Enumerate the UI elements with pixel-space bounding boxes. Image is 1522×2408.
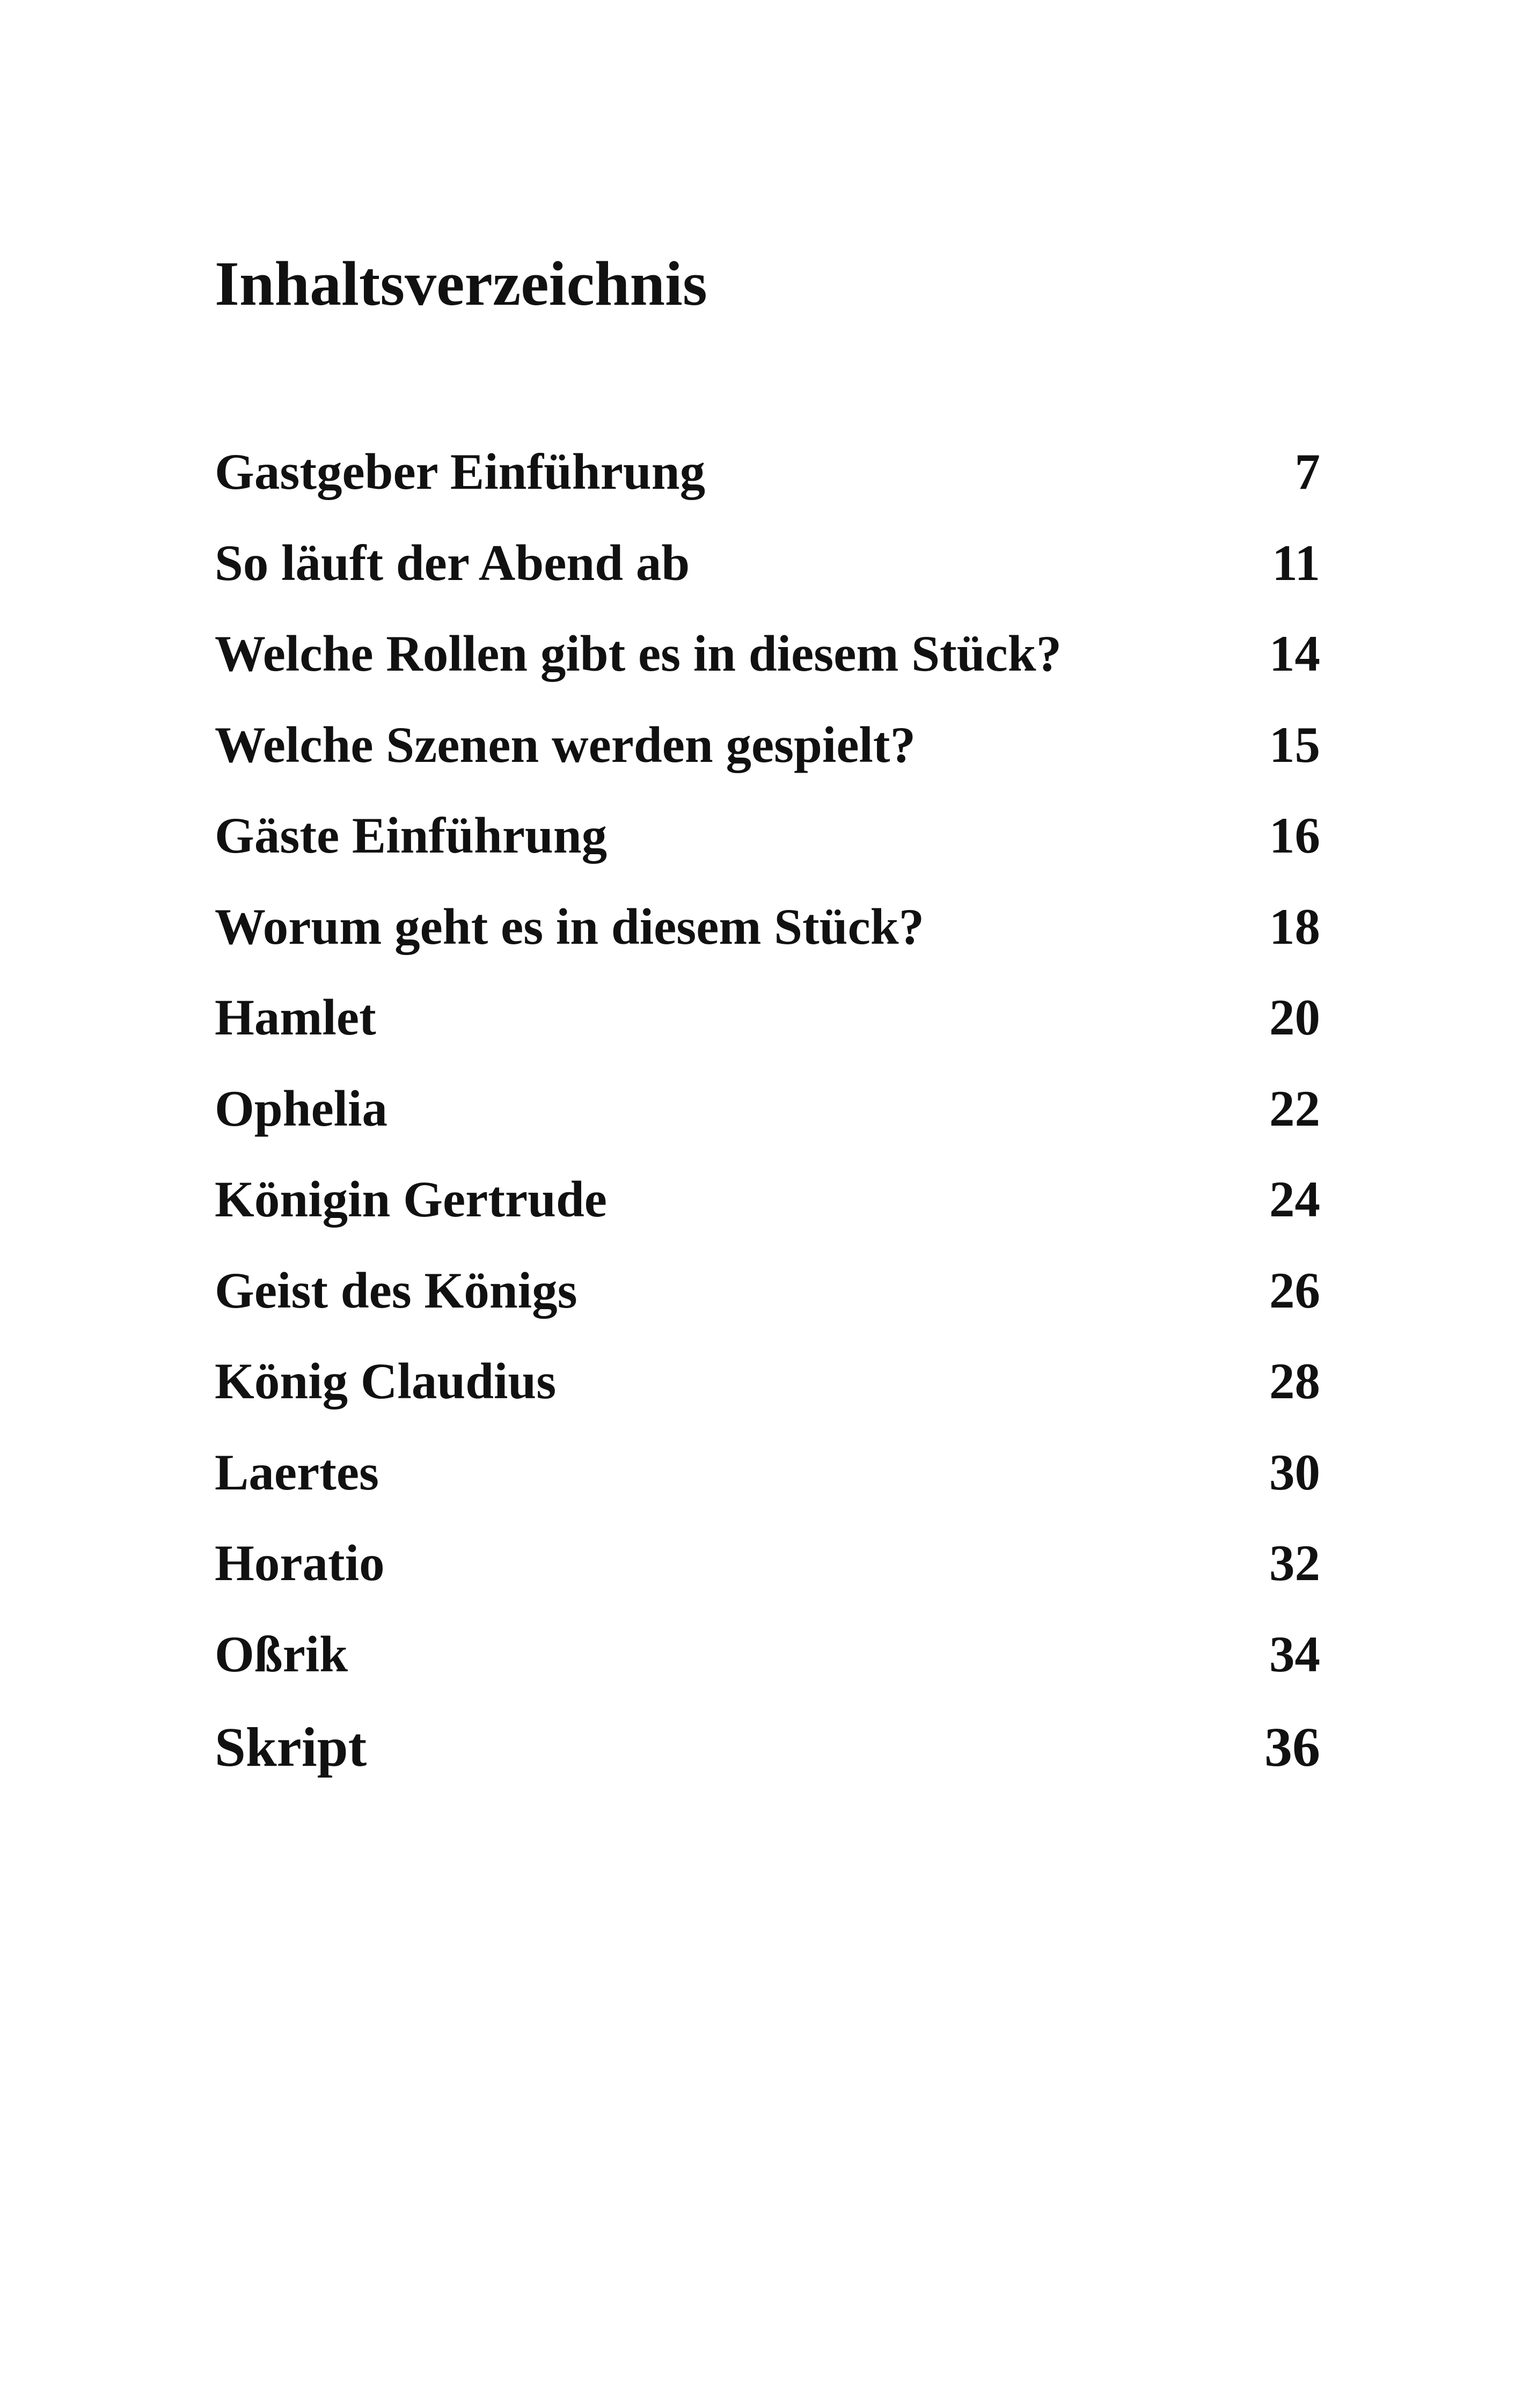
- toc-entry: [215, 1716, 1320, 1811]
- toc-entry-label: Horatio: [215, 1535, 385, 1591]
- toc-entry-page-number: 14: [1269, 625, 1320, 682]
- toc-entry: [215, 898, 1320, 993]
- toc-entry: [215, 443, 1320, 538]
- toc-entry-label: Welche Szenen werden gespielt?: [215, 716, 916, 773]
- toc-entry-page-number: 26: [1269, 1261, 1320, 1319]
- toc-entry: [215, 534, 1320, 629]
- toc-entry-label: Gäste Einführung: [215, 807, 608, 864]
- toc-entry-page-number: 20: [1269, 989, 1320, 1046]
- toc-entry: [215, 1443, 1320, 1538]
- toc-entry: [215, 1261, 1320, 1356]
- toc-entry-label: Ophelia: [215, 1080, 388, 1137]
- toc-entry-label: Gastgeber Einführung: [215, 443, 706, 500]
- toc-entry: [215, 716, 1320, 811]
- toc-entry: [215, 807, 1320, 901]
- toc-entry: [215, 1625, 1320, 1720]
- toc-entry-label: Worum geht es in diesem Stück?: [215, 898, 925, 955]
- toc-entry-page-number: 32: [1269, 1535, 1320, 1591]
- toc-entry-page-number: 36: [1264, 1716, 1320, 1778]
- toc-entry-label: Hamlet: [215, 989, 376, 1046]
- toc-entry-label: Königin Gertrude: [215, 1171, 607, 1228]
- toc-entry: [215, 1171, 1320, 1265]
- toc-entry-page-number: 7: [1294, 443, 1320, 500]
- toc-entry: [215, 625, 1320, 720]
- toc-entry-page-number: 11: [1272, 534, 1320, 591]
- toc-entry: [215, 1080, 1320, 1174]
- toc-entry-label: Welche Rollen gibt es in diesem Stück?: [215, 625, 1062, 682]
- toc-entry-label: Geist des Königs: [215, 1261, 577, 1319]
- toc-entry-label: Oßrik: [215, 1625, 348, 1683]
- toc-title: Inhaltsverzeichnis: [215, 248, 707, 319]
- toc-entry-page-number: 30: [1269, 1443, 1320, 1501]
- toc-entry-page-number: 15: [1269, 716, 1320, 773]
- toc-entry-page-number: 16: [1269, 807, 1320, 864]
- toc-entry-label: So läuft der Abend ab: [215, 534, 690, 591]
- toc-entry-label: Skript: [215, 1716, 367, 1778]
- toc-list: [215, 443, 1320, 1811]
- toc-entry-page-number: 18: [1269, 898, 1320, 955]
- toc-entry-page-number: 28: [1269, 1353, 1320, 1409]
- toc-entry: [215, 989, 1320, 1083]
- toc-entry-label: König Claudius: [215, 1353, 557, 1409]
- toc-entry: [215, 1535, 1320, 1629]
- toc-entry-page-number: 34: [1269, 1625, 1320, 1683]
- toc-entry: [215, 1353, 1320, 1447]
- toc-entry-label: Laertes: [215, 1443, 379, 1501]
- toc-entry-page-number: 22: [1269, 1080, 1320, 1137]
- toc-entry-page-number: 24: [1269, 1171, 1320, 1228]
